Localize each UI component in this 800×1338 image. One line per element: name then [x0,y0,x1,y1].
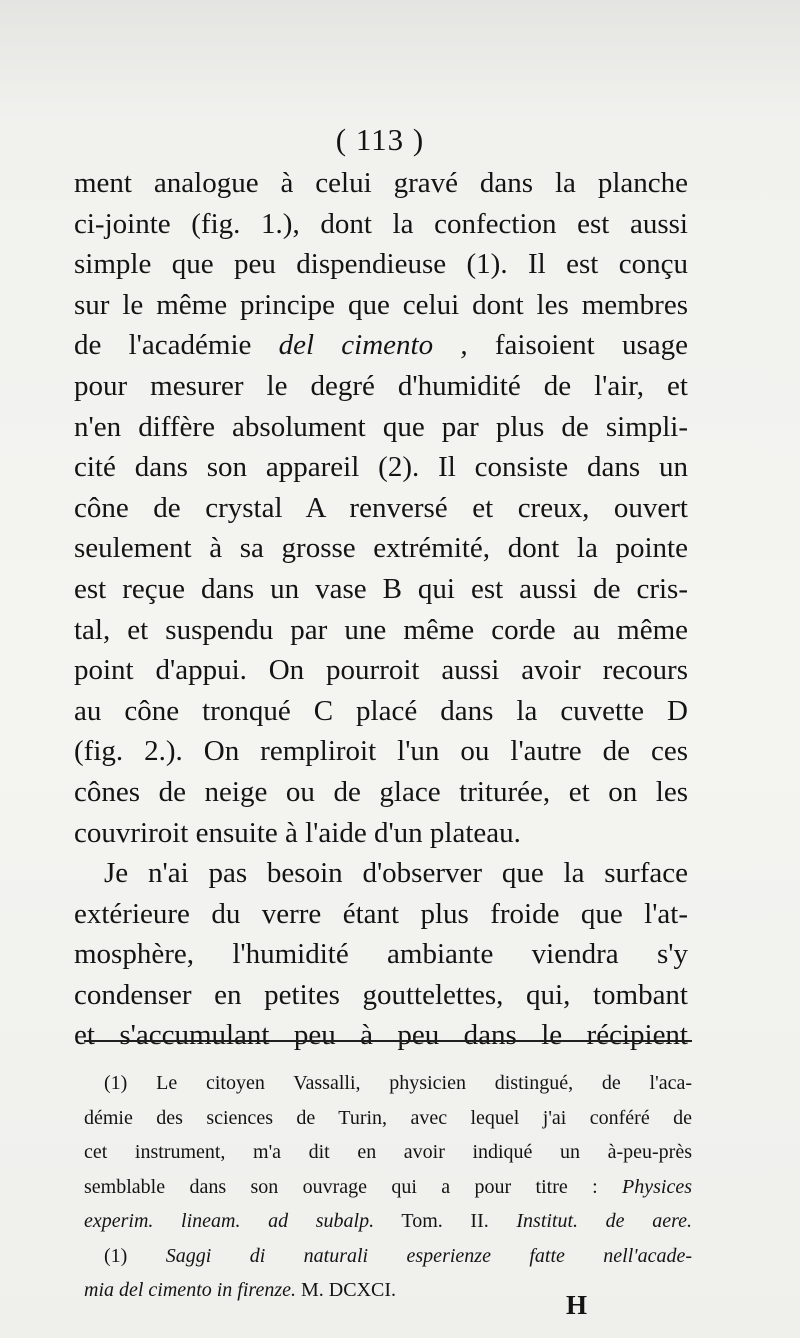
footnote-line [84,1170,692,1205]
text-segment: M. DCXCI. [296,1279,397,1301]
text-line: n'en diffère absolument que par plus de simpli- [74,410,688,443]
text-segment: semblable dans son ouvrage qui a pour titre : [84,1175,623,1198]
italic-title: experim. lineam. ad subalp. [84,1210,375,1232]
text-segment: faisoient usage [467,329,688,362]
text-line: est reçue dans un vase B qui est aussi de cris- [74,572,688,605]
text-segment: Tom. II. [374,1210,517,1232]
text-line: mosphère, l'humidité ambiante viendra s'y [74,938,688,971]
italic-title: mia del cimento in firenze. [84,1279,296,1301]
text-line: simple que peu dispendieuse (1). Il est conçu [74,248,688,281]
main-text [74,163,688,1056]
text-line: Je n'ai pas besoin d'observer que la surface [104,857,688,890]
text-line: extérieure du verre étant plus froide que l'at- [74,897,688,930]
text-line: tal, et suspendu par une même corde au même [74,613,688,646]
text-segment: (1) [104,1244,166,1267]
signature-mark: H [566,1290,588,1320]
italic-title: Physices [622,1175,692,1198]
footnote-line: cet instrument, m'a dit en avoir indiqué un à-peu-près [84,1141,692,1163]
footnote-line: démie des sciences de Turin, avec lequel j'ai conféré de [84,1106,692,1129]
text-line: cité dans son appareil (2). Il consiste dans un [74,451,688,484]
text-line: seulement à sa grosse extrémité, dont la pointe [74,532,688,565]
italic-title: Saggi di naturali esperienze fatte nell'acade- [165,1244,692,1267]
text-line: point d'appui. On pourroit aussi avoir recours [74,654,688,687]
text-line: (fig. 2.). On rempliroit l'un ou l'autre de ces [74,735,688,768]
italic-term-del-cimento: del cimento , [278,329,468,362]
footnote-divider [84,1040,692,1042]
text-line: cône de crystal A renversé et creux, ouvert [74,491,688,524]
page-number: ( 113 ) [335,122,425,157]
text-line [74,325,688,366]
text-line: ment analogue à celui gravé dans la planche [74,167,688,199]
text-line: couvriroit ensuite à l'aide d'un plateau. [74,816,521,849]
text-line: au cône tronqué C placé dans la cuvette D [74,694,688,727]
text-line: cônes de neige ou de glace triturée, et on les [74,775,688,808]
footnote-line [84,1204,692,1239]
footnote-line [84,1273,692,1308]
text-line: pour mesurer le degré d'humidité de l'air, et [74,369,688,402]
footnote-line [84,1239,692,1274]
text-line: et s'accumulant peu à peu dans le récipient [74,1019,688,1052]
footnotes [84,1066,692,1308]
text-line: ci-jointe (fig. 1.), dont la confection est aussi [74,207,688,240]
text-line: condenser en petites gouttelettes, qui, tombant [74,978,688,1011]
text-line: sur le même principe que celui dont les membres [74,288,688,321]
italic-title: Institut. de aere. [516,1210,692,1232]
text-segment: de l'académie [74,329,279,362]
footnote-line: (1) Le citoyen Vassalli, physicien distingué, de l'aca- [104,1072,692,1094]
